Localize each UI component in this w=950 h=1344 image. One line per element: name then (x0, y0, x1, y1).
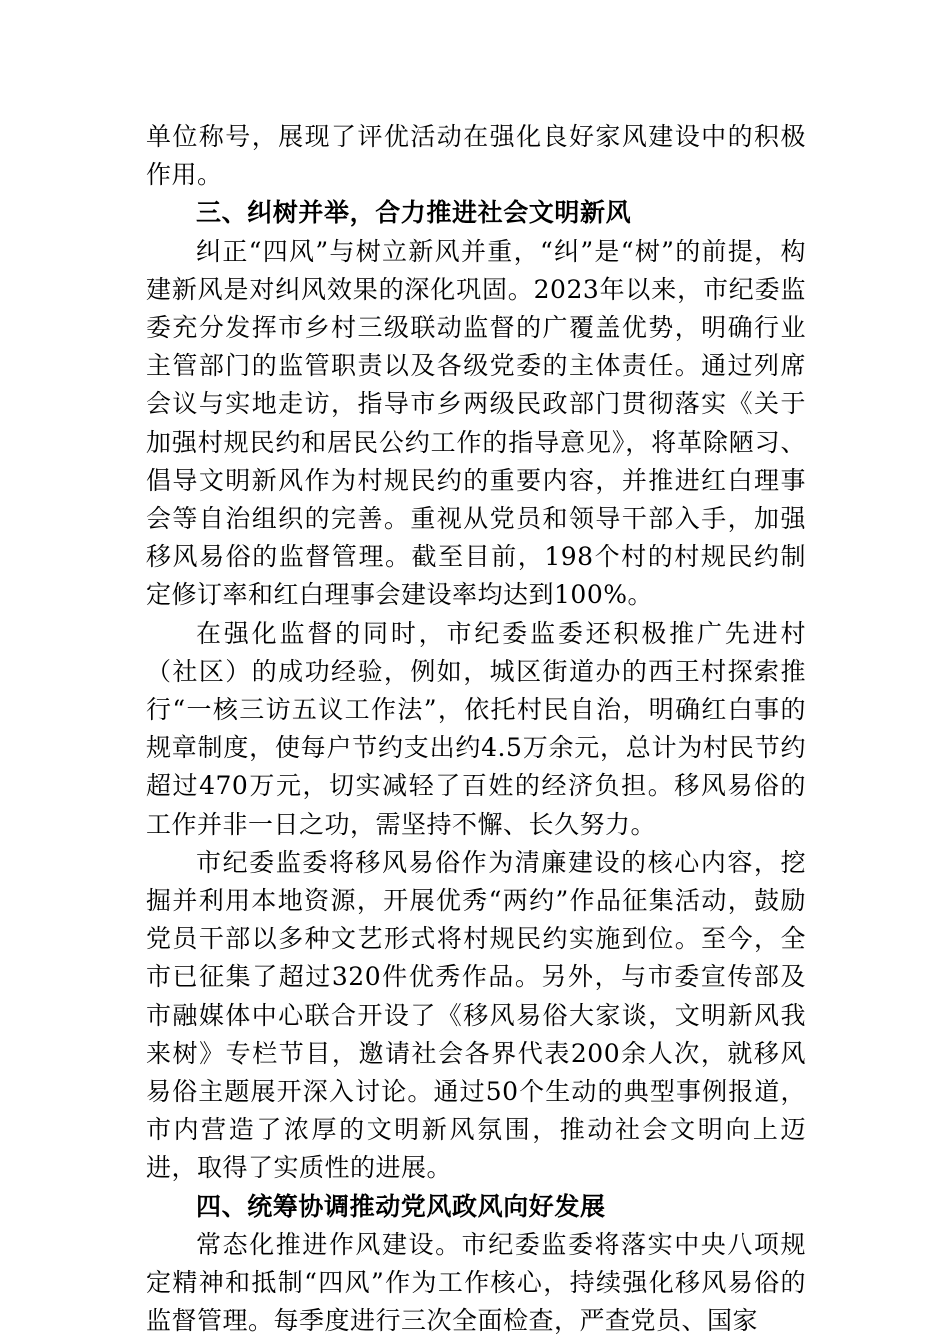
paragraph: 在强化监督的同时，市纪委监委还积极推广先进村（社区）的成功经验，例如，城区街道办的西王村探索推行“一核三访五议工作法”，依托村民自治，明确红白事的规章制度，使每户节约支出约4.5万余元，总计为村民节约超过470万元，切实减轻了百姓的经济负担。移风易俗的工作并非一日之功，需坚持不懈、长久努力。 (146, 618, 806, 839)
document-body (146, 118, 806, 1341)
paragraph-continuation: 单位称号，展现了评优活动在强化良好家风建设中的积极作用。 (146, 122, 806, 190)
paragraph: 纠正“四风”与树立新风并重，“纠”是“树”的前提，构建新风是对纠风效果的深化巩固。2023年以来，市纪委监委充分发挥市乡村三级联动监督的广覆盖优势，明确行业主管部门的监管职责以及各级党委的主体责任。通过列席会议与实地走访，指导市乡两级民政部门贯彻落实《关于加强村规民约和居民公约工作的指导意见》，将革除陋习、倡导文明新风作为村规民约的重要内容，并推进红白理事会等自治组织的完善。重视从党员和领导干部入手，加强移风易俗的监督管理。截至目前，198个村的村规民约制定修订率和红白理事会建设率均达到100%。 (146, 236, 806, 610)
paragraph: 市纪委监委将移风易俗作为清廉建设的核心内容，挖掘并利用本地资源，开展优秀“两约”作品征集活动，鼓励党员干部以多种文艺形式将村规民约实施到位。至今，全市已征集了超过320件优秀作品。另外，与市委宣传部及市融媒体中心联合开设了《移风易俗大家谈，文明新风我来树》专栏节目，邀请社会各界代表200余人次，就移风易俗主题展开深入讨论。通过50个生动的典型事例报道，市内营造了浓厚的文明新风氛围，推动社会文明向上迈进，取得了实质性的进展。 (146, 847, 806, 1183)
section-heading-4: 四、统筹协调推动党风政风向好发展 (196, 1191, 606, 1221)
paragraph: 常态化推进作风建设。市纪委监委将落实中央八项规定精神和抵制“四风”作为工作核心，持续强化移风易俗的监督管理。每季度进行三次全面检查，严查党员、国家 (146, 1229, 806, 1336)
section-heading-3: 三、纠树并举，合力推进社会文明新风 (196, 198, 632, 228)
